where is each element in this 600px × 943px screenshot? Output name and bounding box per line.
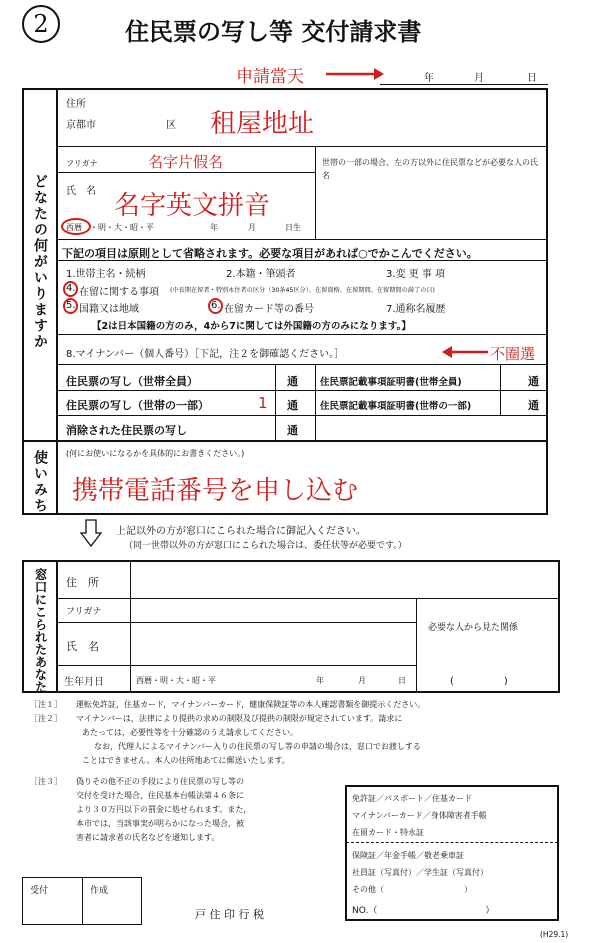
cert-row1-divider bbox=[57, 390, 547, 391]
id-line6[interactable]: その他（ ） bbox=[352, 885, 472, 894]
section1-side-label: どなたの何がいりますか bbox=[32, 174, 48, 350]
note3-line5: 害者に請求者の氏名などを通知します。 bbox=[76, 833, 220, 842]
my-number-divider bbox=[57, 364, 547, 365]
birth-month-label: 月 bbox=[248, 223, 256, 232]
id-line2[interactable]: マイナンバーカード／身体障害者手帳 bbox=[352, 811, 487, 820]
id-line1[interactable]: 免許証／パスポート／住基カード bbox=[352, 794, 472, 803]
date-underline bbox=[380, 84, 548, 85]
visitor-row1-divider bbox=[57, 598, 559, 599]
date-year-label: 年 bbox=[424, 73, 434, 84]
purpose-instruction: (何にお使いになるかを具体的にお書きください。) bbox=[66, 449, 245, 458]
cert-row2-right[interactable]: 住民票記載事項証明書(世帯の一部) bbox=[320, 401, 472, 412]
date-month-label: 月 bbox=[474, 73, 484, 84]
name-label: 氏 名 bbox=[66, 186, 96, 197]
household-note: 世帯の一部の場合、左の方以外に住民票などが必要な人の氏名 bbox=[322, 158, 538, 180]
birth-day-label: 日生 bbox=[285, 223, 301, 232]
era-options: ・明・大・昭・平 bbox=[90, 223, 154, 232]
items-bottom-divider bbox=[57, 334, 547, 335]
id-number-line[interactable]: NO.（ ） bbox=[352, 906, 495, 916]
form-title: 住民票の写し等 交付請求書 bbox=[125, 17, 422, 46]
cert-row2-left[interactable]: 住民票の写し（世帯の一部） bbox=[66, 399, 209, 412]
cert-row1-right-unit: 通 bbox=[528, 375, 539, 388]
note2-line2: あたっては，必要性等を十分確認のうえ請求してください。 bbox=[82, 728, 298, 737]
cert-row1-left-unit: 通 bbox=[287, 375, 298, 388]
address-ward: 区 bbox=[166, 120, 176, 131]
item4-detail: (中長期在留者・特別永住者の区分（30条45区分）、在留資格、在留期間、在留期間の満了の日) bbox=[170, 287, 435, 294]
address-bottom-divider bbox=[57, 146, 547, 147]
visitor-birth-year: 年 bbox=[316, 676, 324, 685]
item-alias-history[interactable]: 7.通称名履歴 bbox=[386, 304, 446, 315]
date-arrow bbox=[326, 66, 386, 82]
cert-row1-right[interactable]: 住民票記載事項証明書(世帯全員) bbox=[320, 377, 462, 388]
down-arrow-icon bbox=[80, 519, 102, 547]
id-line3[interactable]: 在留カード・特永証 bbox=[352, 828, 424, 837]
cert-row2-left-unit: 通 bbox=[287, 399, 298, 412]
section2-side-label: 使いみち bbox=[32, 450, 48, 514]
cert-row1-left[interactable]: 住民票の写し（世帯全員） bbox=[66, 375, 198, 388]
my-number-arrow bbox=[442, 345, 490, 359]
visitor-address-label: 住 所 bbox=[66, 576, 99, 589]
era-prefix: 西暦 bbox=[66, 223, 82, 232]
visitor-label-divider bbox=[130, 561, 131, 692]
note2-line4: ことはできません。本人の住所地あてに郵送いたします。 bbox=[82, 756, 290, 765]
visitor-relation-divider bbox=[416, 598, 417, 692]
items-instruction-divider bbox=[57, 260, 547, 261]
mid-note-line1: 上記以外の方が窓口にこられた場合に御記入ください。 bbox=[116, 526, 366, 537]
visitor-row3-divider bbox=[57, 665, 416, 666]
form-number-circle: 2 bbox=[22, 5, 60, 43]
item6-number: 6. bbox=[211, 300, 221, 311]
visitor-name-label: 氏 名 bbox=[66, 640, 99, 653]
id-line4[interactable]: 保険証／年金手帳／敬老乗車証 bbox=[352, 851, 464, 860]
note2-line1: マイナンバーは，法律により提供の求めの制限及び提供の制限が規定されています。請求に bbox=[76, 714, 403, 723]
visitor-birth-day: 日 bbox=[398, 676, 406, 685]
request-side-divider bbox=[56, 89, 58, 514]
furigana-annotation: 名字片假名 bbox=[148, 153, 224, 171]
cert-row3-left-unit: 通 bbox=[287, 424, 298, 437]
note2-tag: ［注２］ bbox=[30, 714, 62, 723]
address-city: 京都市 bbox=[66, 120, 96, 131]
cert-row2-right-unit: 通 bbox=[528, 399, 539, 412]
name-bottom-divider bbox=[57, 239, 547, 240]
id-line5[interactable]: 社員証（写真付）／学生証（写真付） bbox=[352, 868, 488, 877]
address-annotation: 租屋地址 bbox=[210, 109, 315, 139]
note1-tag: ［注１］ bbox=[30, 700, 62, 709]
note3-tag: ［注３］ bbox=[30, 777, 62, 786]
visitor-side-divider bbox=[56, 561, 58, 692]
item5-number: 5. bbox=[66, 300, 76, 311]
items-footnote: 【2は日本国籍の方のみ，4から7に関しては外国籍の方のみになります。】 bbox=[92, 321, 411, 332]
cert-row2-left-count[interactable]: 1 bbox=[258, 394, 268, 412]
items-instruction: 下記の項目は原則として省略されます。必要な項目があれば○でかこんでください。 bbox=[62, 247, 478, 260]
cert-left-count-divider bbox=[275, 365, 276, 440]
household-divider bbox=[315, 147, 316, 239]
item-changes[interactable]: 3.変 更 事 項 bbox=[386, 269, 446, 280]
note3-line4: 本市では，当該事実が明らかになった場合，被 bbox=[76, 819, 244, 828]
item-domicile[interactable]: 2.本籍・筆頭者 bbox=[226, 269, 296, 280]
visitor-row2-divider bbox=[57, 622, 416, 623]
visitor-birth-label: 生年月日 bbox=[64, 677, 104, 688]
note1-text: 運転免許証，住基カード，マイナンバーカード，健康保険証等の本人確認書類を御提示ください。 bbox=[76, 700, 426, 709]
address-label: 住所 bbox=[66, 99, 86, 110]
item-residence-status[interactable]: 在留に関する事項 bbox=[79, 287, 159, 298]
office-create-label: 作成 bbox=[90, 886, 109, 896]
visitor-relation-paren[interactable]: ( ) bbox=[450, 676, 508, 687]
item-my-number[interactable]: 8.マイナンバー（個人番号）［下記，注２を御確認ください。］ bbox=[66, 349, 345, 360]
mid-note-line2: （同一世帯以外の方が窓口にこられた場合は、委任状等が必要です。） bbox=[124, 541, 407, 551]
cert-row2-divider bbox=[57, 415, 547, 416]
cert-row3-left[interactable]: 消除された住民票の写し bbox=[66, 424, 187, 437]
office-accept-label: 受付 bbox=[30, 886, 49, 896]
item-householder[interactable]: 1.世帯主名・続柄 bbox=[66, 269, 146, 280]
furigana-divider bbox=[57, 172, 315, 173]
note3-line2: 交付を受けた場合，住民基本台帳法第４６条に bbox=[76, 791, 244, 800]
note2-line3: なお，代理人によるマイナンバー入りの住民票の写し等の申請の場合は，窓口でお渡しする bbox=[94, 742, 421, 751]
item4-number: 4. bbox=[66, 283, 76, 294]
cert-center-divider bbox=[315, 365, 316, 440]
note3-line3: より３０万円以下の罰金に処せられます。また， bbox=[76, 805, 252, 814]
id-check-dashed-divider bbox=[346, 842, 558, 843]
note3-line1: 偽りその他不正の手段により住民票の写し等の bbox=[76, 777, 244, 786]
form-version: (H29.1) bbox=[540, 930, 569, 939]
section2-top-divider bbox=[23, 440, 547, 442]
section3-side-label: 窓口にこられたあなた bbox=[33, 568, 48, 693]
furigana-label: フリガナ bbox=[66, 159, 98, 168]
visitor-relation-label: 必要な人から見た関係 bbox=[428, 623, 519, 633]
visitor-birth-month: 月 bbox=[358, 676, 366, 685]
item-residence-card[interactable]: 在留カード等の番号 bbox=[224, 304, 314, 315]
purpose-annotation[interactable]: 携帯電話番号を申し込む bbox=[72, 476, 359, 506]
birth-year-label: 年 bbox=[210, 223, 218, 232]
my-number-annotation: 不圈選 bbox=[490, 345, 536, 363]
visitor-era-options: 西暦・明・大・昭・平 bbox=[136, 676, 216, 685]
date-day-label: 日 bbox=[527, 73, 537, 84]
name-annotation: 名字英文拼音 bbox=[114, 191, 271, 221]
office-stamp-divider bbox=[82, 878, 83, 924]
office-stamp-types: 戸 住 印 行 税 bbox=[195, 908, 264, 921]
visitor-furigana-label: フリガナ bbox=[66, 607, 102, 617]
date-annotation: 申請當天 bbox=[236, 67, 304, 87]
item-nationality[interactable]: 国籍又は地域 bbox=[79, 304, 139, 315]
